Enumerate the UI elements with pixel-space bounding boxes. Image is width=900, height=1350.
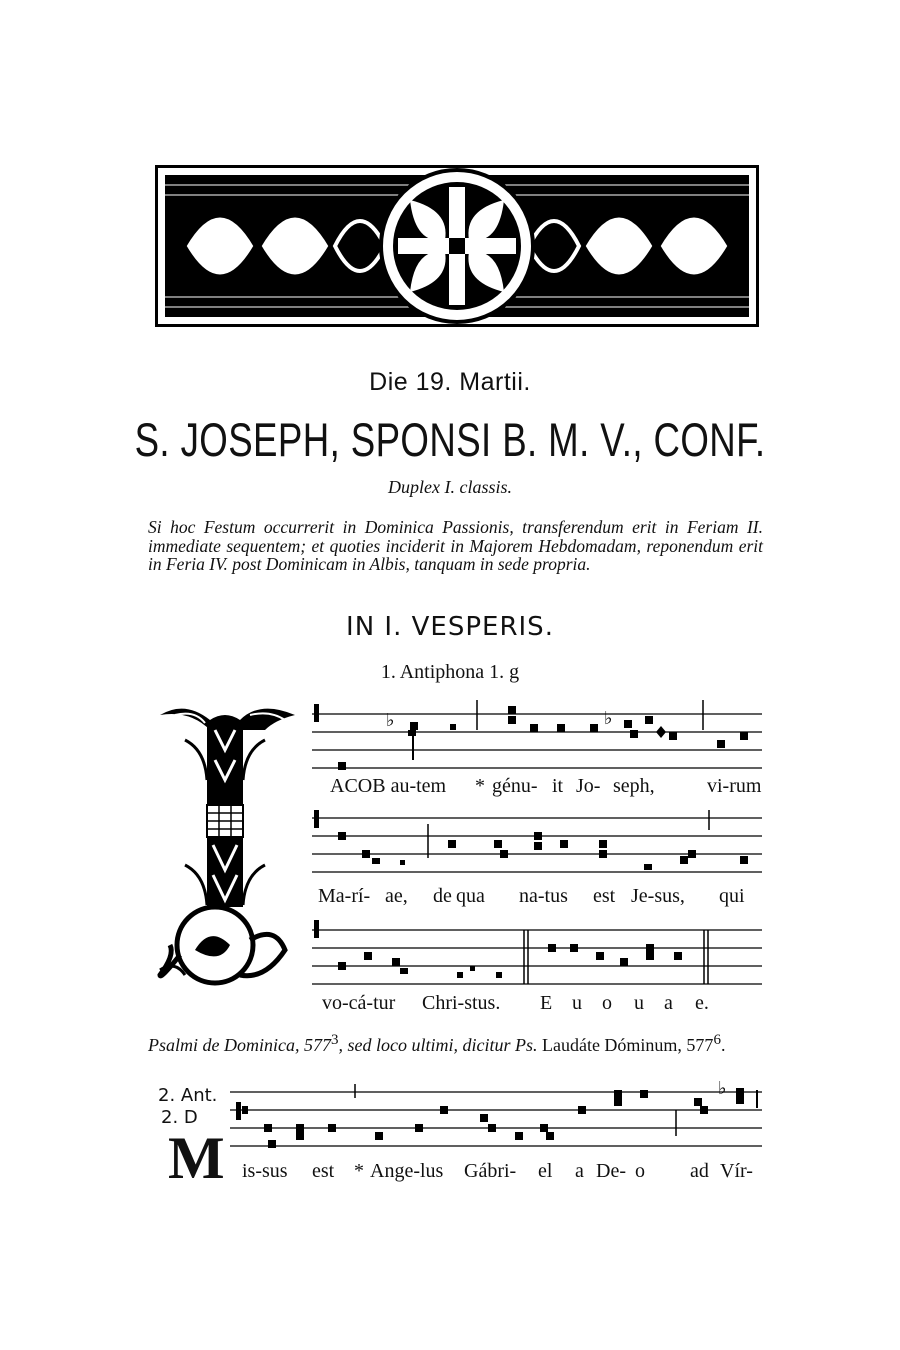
chant-staff-4	[230, 1080, 764, 1160]
lyrics-line-1	[330, 775, 770, 801]
syllable: génu-	[492, 775, 538, 797]
chant-staff-3	[312, 918, 764, 998]
syllable: qui	[719, 885, 745, 907]
psalm-rubric-italic-1: Psalmi de Dominica, 577	[148, 1035, 331, 1055]
syllable: *	[354, 1160, 364, 1182]
syllable: o	[602, 992, 612, 1014]
antiphon-2-label: 2. Ant.	[158, 1085, 218, 1106]
chant-staff-2	[312, 810, 764, 890]
syllable: est	[312, 1160, 335, 1182]
syllable: vi-rum	[707, 775, 762, 797]
syllable: ACOB au-tem	[330, 775, 447, 797]
lyrics-line-3	[322, 992, 762, 1018]
syllable: it	[552, 775, 564, 797]
syllable: o	[635, 1160, 645, 1182]
psalm-rubric	[148, 1030, 763, 1056]
svg-text:♭: ♭	[386, 710, 395, 731]
psalm-rubric-italic-2: , sed loco ultimi, dicitur Ps.	[338, 1035, 538, 1055]
antiphon-2-mode: 2. D	[161, 1107, 198, 1128]
syllable: is-sus	[242, 1160, 288, 1182]
initial-m: M	[168, 1125, 225, 1191]
syllable: ad	[690, 1160, 709, 1182]
feast-rank: Duplex I. classis.	[388, 477, 512, 497]
syllable: ae,	[385, 885, 408, 907]
svg-text:♭: ♭	[604, 708, 613, 729]
svg-text:♭: ♭	[718, 1080, 727, 1099]
syllable: el	[538, 1160, 553, 1182]
syllable: Chri-stus.	[422, 992, 501, 1014]
syllable: u	[572, 992, 582, 1014]
syllable: est	[593, 885, 616, 907]
syllable: e.	[695, 992, 709, 1014]
psalm-rubric-roman: Laudáte Dóminum, 577	[541, 1035, 714, 1055]
antiphon-1-label: 1. Antiphona 1. g	[380, 661, 520, 683]
antiphon-2-labels	[158, 1085, 217, 1129]
decorated-initial-j	[155, 700, 300, 990]
feast-title: S. JOSEPH, SPONSI B. M. V., CONF.	[134, 413, 766, 466]
feast-date: Die 19. Martii.	[369, 368, 531, 396]
syllable: Ma-rí-	[318, 885, 371, 907]
psalm-ref-superscript-1: 3	[330, 1032, 339, 1048]
syllable: qua	[456, 885, 485, 907]
syllable: Je-sus,	[631, 885, 685, 907]
lyrics-line-4	[242, 1160, 762, 1186]
syllable: na-tus	[519, 885, 568, 907]
syllable: vo-cá-tur	[322, 992, 396, 1014]
syllable: u	[634, 992, 644, 1014]
syllable: De-	[596, 1160, 626, 1182]
syllable: Gábri-	[464, 1160, 517, 1182]
syllable: a	[664, 992, 673, 1014]
lyrics-line-2	[318, 885, 768, 911]
syllable: a	[575, 1160, 584, 1182]
syllable: E	[540, 992, 553, 1014]
syllable: de	[433, 885, 452, 907]
psalm-rubric-end: .	[720, 1035, 726, 1055]
syllable: Vír-	[720, 1160, 753, 1182]
syllable: Ange-lus	[370, 1160, 444, 1182]
ornamental-header-band	[155, 165, 759, 327]
section-title: IN I. VESPERIS.	[346, 612, 554, 642]
psalm-ref-superscript-2: 6	[713, 1032, 721, 1048]
syllable: seph,	[613, 775, 655, 797]
rubric-paragraph: Si hoc Festum occurrerit in Dominica Passionis, transferendum erit in Feriam II. immediate sequentem; et quoties inciderit in Majorem Hebdomadam, reponendum erit in Feria IV. post Dominicam in Albis, tanquam in sede propria.	[148, 517, 763, 574]
chant-staff-1	[312, 700, 764, 780]
syllable: Jo-	[576, 775, 601, 797]
syllable: *	[475, 775, 485, 797]
